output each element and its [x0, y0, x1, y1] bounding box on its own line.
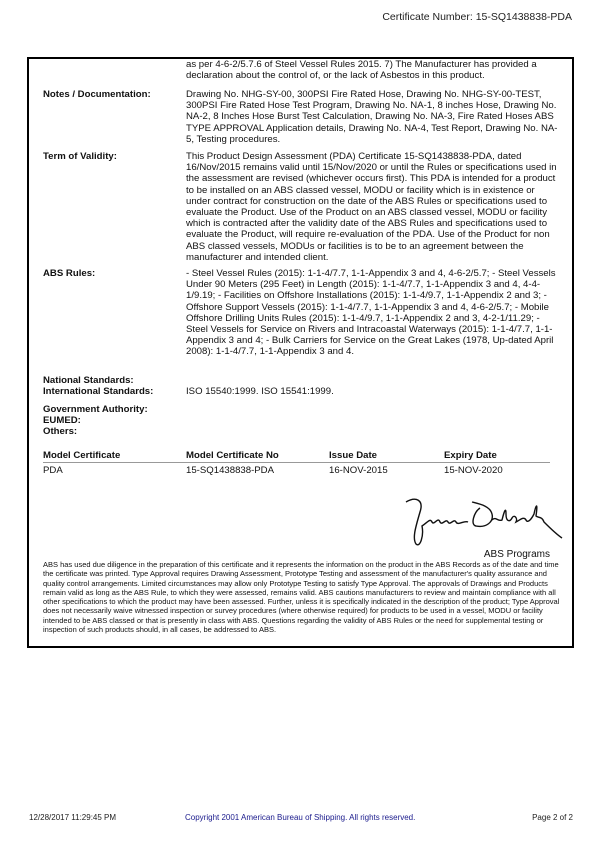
- certificate-frame: [27, 57, 574, 648]
- national-standards-label: National Standards:: [43, 375, 134, 386]
- signature-icon: [394, 492, 564, 547]
- signatory-name: ABS Programs: [483, 549, 550, 560]
- header-model-certificate-no: Model Certificate No: [186, 450, 279, 461]
- others-label: Others:: [43, 426, 78, 437]
- footer-page-number: Page 2 of 2: [532, 813, 573, 822]
- international-standards-label: International Standards:: [43, 386, 154, 397]
- cell-issue-date: 16-NOV-2015: [329, 465, 388, 476]
- disclaimer-text: ABS has used due diligence in the preparation of this certificate and it represents the information on the product in the ABS Records as of the date and time the certificate was printed. Type Approval requires Drawing Assessment, Prototype Testing and assessment of the manufacturer's quality assurance and quality control arrangements. Limited circumstances may allow only Prototype Testing to satisfy Type Approval. The approvals of Drawings and Products remain valid as long as the ABS Rule, to which they were assessed, remains valid. ABS cautions manufacturers to review and maintain compliance with all other specifications to which the product may have been assessed. Further, unless it is specifically indicated in the description of the product; Type Approval does not necessarily waive witnessed inspection or survey procedures (where otherwise required) for products to be used in a vessel, MODU or facility intended to be ABS classed or that is presently in class with ABS. Questions regarding the validity of ABS Rules or the need for supplemental testing or inspection of such products should, in all cases, be addressed to ABS.: [43, 560, 560, 635]
- certificate-number: Certificate Number: 15-SQ1438838-PDA: [382, 11, 572, 23]
- continuation-line-1: as per 4-6-2/5.7.6 of Steel Vessel Rules 2015. 7) The Manufacturer has provided a: [186, 59, 537, 70]
- header-issue-date: Issue Date: [329, 450, 377, 461]
- footer-copyright: Copyright 2001 American Bureau of Shipping. All rights reserved.: [185, 813, 416, 822]
- table-row: [43, 463, 550, 476]
- continuation-line-2: declaration about the control of, or the lack of Asbestos in this product.: [186, 70, 485, 82]
- international-standards-value: ISO 15540:1999. ISO 15541:1999.: [186, 386, 334, 397]
- cell-model-certificate-no: 15-SQ1438838-PDA: [186, 465, 274, 476]
- cell-expiry-date: 15-NOV-2020: [444, 465, 503, 476]
- eumed-label: EUMED:: [43, 415, 81, 426]
- table-header: [43, 450, 550, 463]
- cell-model-certificate: PDA: [43, 465, 63, 476]
- model-certificate-table: [43, 450, 550, 476]
- validity-label: Term of Validity:: [43, 151, 117, 162]
- government-authority-label: Government Authority:: [43, 404, 148, 415]
- validity-value: This Product Design Assessment (PDA) Certificate 15-SQ1438838-PDA, dated 16/Nov/2015 remains valid until 15/Nov/2020 or until the Rules or specifications used in the assessment are revised (whichever occurs first). This PDA is intended for a product to be installed on an ABS classed vessel, MODU or facility which is in existence or under contract for construction on the date of the ABS Rules or specifications used to evaluate the Product. Use of the Product on an ABS classed vessel, MODU or facility which is contracted after the validity date of the ABS Rules and specifications used to evaluate the Product, will require re-evaluation of the PDA. Use of the Product for non ABS classed vessels, MODUs or facilities is to be to an agreement between the manufacturer and intended client.: [186, 151, 557, 263]
- header-model-certificate: Model Certificate: [43, 450, 121, 461]
- notes-label: Notes / Documentation:: [43, 89, 151, 100]
- abs-rules-value: - Steel Vessel Rules (2015): 1-1-4/7.7, 1-1-Appendix 3 and 4, 4-6-2/5.7; - Steel Vessels Under 90 Meters (295 Feet) in Length (2015): 1-1-4/7.7, 1-1-Appendix 3 and 4, 4-4-1/9.19; - Facilities on Offshore Installations (2015): 1-1-4/9.7, 1-1-Appendix 2 and 3; - Offshore Support Vessels (2015): 1-1-4/7.7, 1-1-Appendix 3 and 4, 4-6-2/5.7; - Mobile Offshore Drilling Units Rules (2015): 1-1-4/9.7, 1-1-Appendix 2 and 3, 4-2-1/11.29; - Steel Vessels for Service on Rivers and Intracoastal Waterways (2015): 1-1-4/7.7, 1-1-Appendix 3 and 4; - Bulk Carriers for Service on the Great Lakes (1978, Up-dated April 2008): 1-1-4/7.7, 1-1-Appendix 3 and 4.: [186, 268, 556, 358]
- footer-timestamp: 12/28/2017 11:29:45 PM: [29, 813, 117, 822]
- notes-value: Drawing No. NHG-SY-00, 300PSI Fire Rated Hose, Drawing No. NHG-SY-00-TEST, 300PSI Fire Rated Hose Test Program, Drawing No. NA-1, 8 inches Hose, Drawing No. NA-2, 8 Inches Hose Burst Test Calculation, Drawing No. NA-3, Fire Rated Hoses ABS TYPE APPROVAL Application details, Drawing No. NA-4, Test Report, Drawing No. NA-5, Testing procedures.: [186, 89, 558, 145]
- header-expiry-date: Expiry Date: [444, 450, 497, 461]
- continuation-text: [186, 59, 558, 81]
- abs-rules-label: ABS Rules:: [43, 268, 96, 279]
